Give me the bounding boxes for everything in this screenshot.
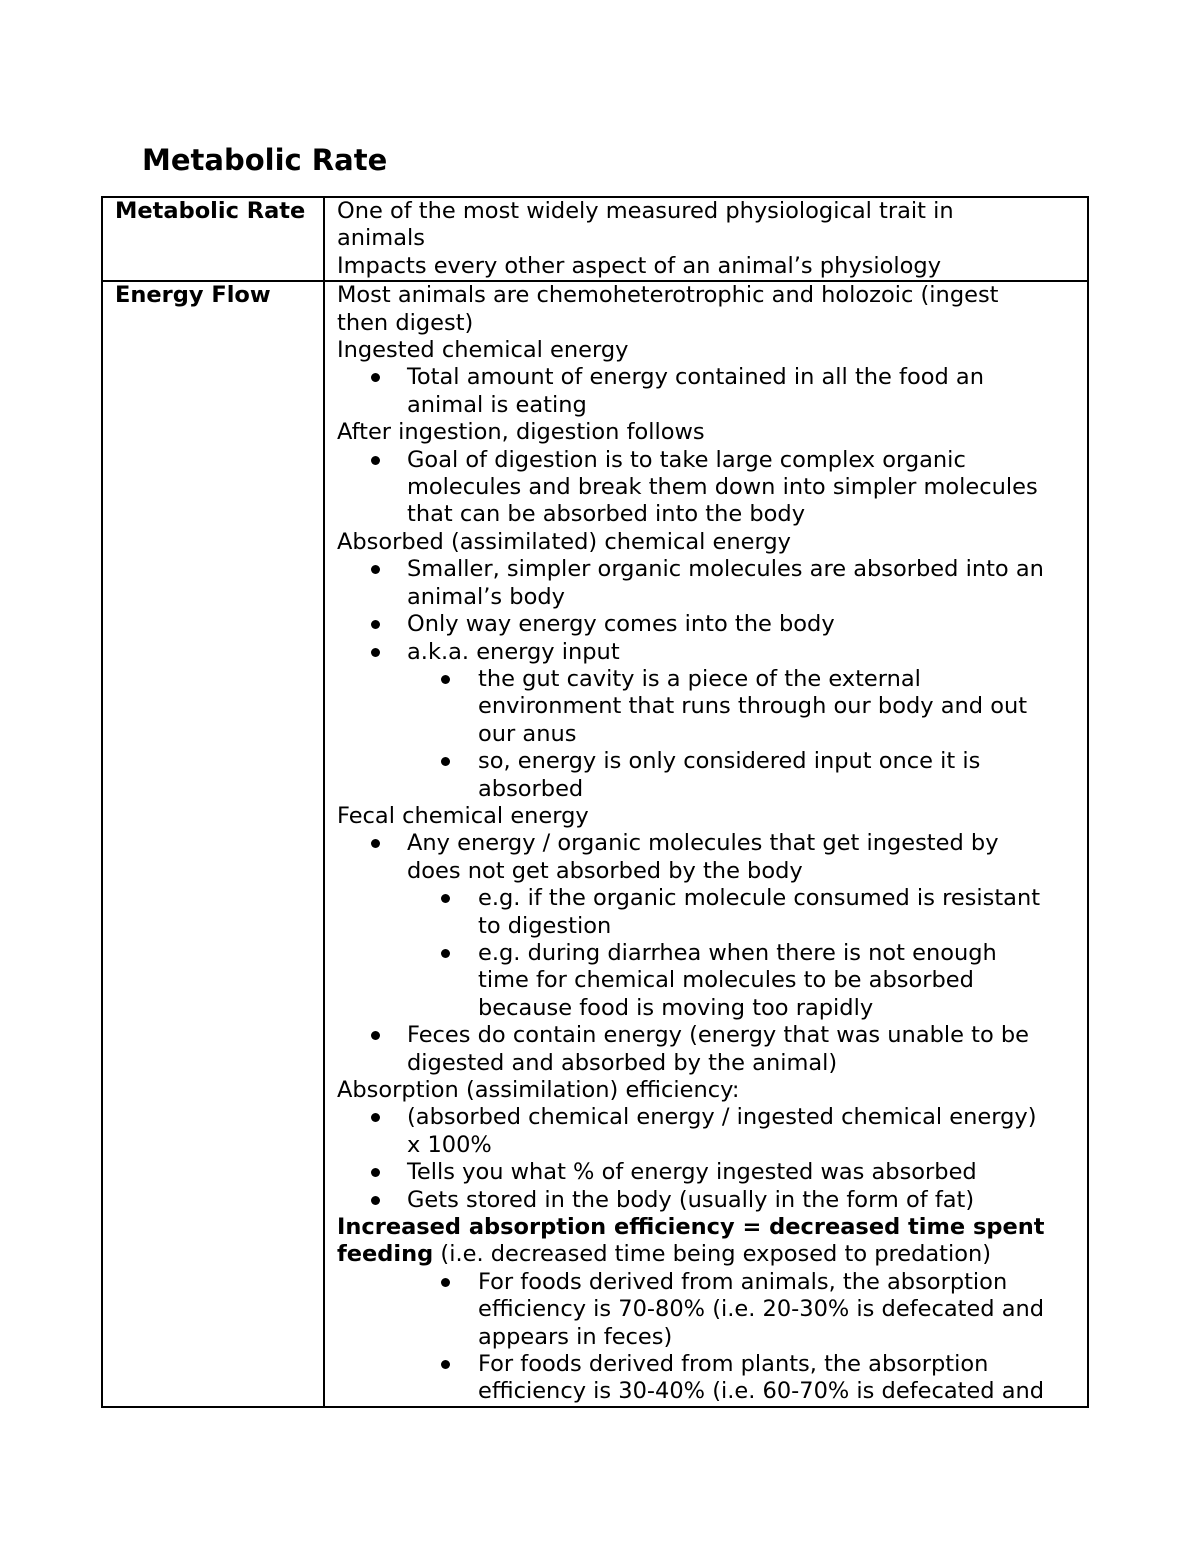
bullet-text: For foods derived from plants, the absorption: [478, 1351, 989, 1378]
section-heading: Absorbed (assimilated) chemical energy: [337, 528, 791, 555]
bullet-continuation: that can be absorbed into the body: [407, 501, 806, 528]
table-row: [102, 197, 1088, 281]
bullet-icon: [371, 373, 380, 382]
bullet-text: For foods derived from animals, the absorption: [478, 1268, 1008, 1295]
section-heading: Ingested chemical energy: [337, 337, 629, 364]
bullet-icon: [371, 565, 380, 574]
bullet-text: a.k.a. energy input: [407, 638, 620, 665]
bullet-icon: [441, 949, 450, 958]
bullet-icon: [371, 648, 380, 657]
bullet-item: [337, 1159, 1077, 1186]
bullet-item: [337, 1104, 1077, 1131]
section-heading: Absorption (assimilation) efficiency:: [337, 1077, 740, 1103]
bullet-item: [337, 364, 1077, 391]
bullet-item: [337, 556, 1077, 583]
bullet-icon: [371, 1113, 380, 1122]
bullet-continuation: digested and absorbed by the animal): [407, 1049, 838, 1076]
term-cell: Energy Flow: [102, 281, 324, 1407]
bullet-text: Goal of digestion is to take large complex organic: [407, 446, 966, 473]
bullet-text: the gut cavity is a piece of the external: [478, 665, 921, 692]
bullet-item: [337, 1187, 1077, 1214]
text-line: then digest): [337, 309, 474, 336]
bullet-icon: [441, 1278, 450, 1287]
bullet-continuation: because food is moving too rapidly: [478, 994, 874, 1021]
definition-cell: [324, 281, 1088, 1407]
bold-text: feeding: [337, 1241, 434, 1268]
bullet-continuation: efficiency is 30-40% (i.e. 60-70% is defecated and: [478, 1378, 1045, 1405]
bullet-continuation: environment that runs through our body and out: [478, 693, 1028, 720]
bullet-text: so, energy is only considered input once it is: [478, 748, 981, 775]
bullet-text: Any energy / organic molecules that get ingested by: [407, 830, 999, 857]
bullet-text: Tells you what % of energy ingested was absorbed: [407, 1159, 977, 1186]
notes-table: [101, 196, 1089, 1408]
bullet-text: Feces do contain energy (energy that was unable to be: [407, 1022, 1030, 1049]
bullet-icon: [371, 1168, 380, 1177]
table-row: [102, 281, 1088, 1407]
bullet-item: [337, 1022, 1077, 1049]
bold-statement: Increased absorption efficiency = decreased time spent: [337, 1214, 1045, 1241]
bullet-continuation: absorbed: [478, 775, 584, 802]
bullet-continuation: time for chemical molecules to be absorbed: [478, 967, 974, 994]
bullet-icon: [441, 675, 450, 684]
bullet-text: Total amount of energy contained in all the food an: [407, 364, 984, 391]
bullet-icon: [441, 894, 450, 903]
bullet-continuation: appears in feces): [478, 1323, 673, 1350]
bullet-item: [337, 639, 1077, 666]
sub-bullet-item: [337, 940, 1077, 967]
bullet-item: [337, 830, 1077, 857]
bullet-text: Smaller, simpler organic molecules are absorbed into an: [407, 556, 1044, 583]
bullet-continuation: animal is eating: [407, 391, 587, 418]
bullet-continuation: animal’s body: [407, 583, 565, 610]
bullet-text: Gets stored in the body (usually in the form of fat): [407, 1186, 975, 1213]
text-line: animals: [337, 225, 425, 252]
page-title: Metabolic Rate: [142, 143, 388, 177]
bullet-text: (absorbed chemical energy / ingested chemical energy): [407, 1104, 1037, 1131]
plain-text: (i.e. decreased time being exposed to predation): [433, 1241, 992, 1268]
bullet-item: [337, 447, 1077, 474]
bullet-icon: [371, 456, 380, 465]
bullet-continuation: does not get absorbed by the body: [407, 857, 803, 884]
bullet-icon: [371, 839, 380, 848]
text-line: Most animals are chemoheterotrophic and holozoic (ingest: [337, 282, 999, 309]
bullet-continuation: to digestion: [478, 912, 612, 939]
bullet-icon: [371, 1031, 380, 1040]
section-heading: After ingestion, digestion follows: [337, 419, 705, 446]
sub-bullet-item: [337, 748, 1077, 775]
term-cell: Metabolic Rate: [102, 197, 324, 281]
text-line: [337, 1241, 1077, 1268]
section-heading: Fecal chemical energy: [337, 802, 589, 829]
bullet-continuation: x 100%: [407, 1131, 492, 1158]
bullet-icon: [441, 1360, 450, 1369]
definition-cell: [324, 197, 1088, 281]
bullet-icon: [441, 757, 450, 766]
bullet-text: e.g. during diarrhea when there is not enough: [478, 939, 997, 966]
sub-bullet-item: [337, 1351, 1077, 1378]
bullet-item: [337, 611, 1077, 638]
bullet-icon: [371, 1196, 380, 1205]
bullet-continuation: molecules and break them down into simpler molecules: [407, 474, 1038, 501]
bullet-icon: [371, 620, 380, 629]
sub-bullet-item: [337, 666, 1077, 693]
bullet-text: Only way energy comes into the body: [407, 611, 835, 638]
sub-bullet-item: [337, 1269, 1077, 1296]
bullet-continuation: efficiency is 70-80% (i.e. 20-30% is defecated and: [478, 1296, 1045, 1323]
bullet-text: e.g. if the organic molecule consumed is resistant: [478, 885, 1041, 912]
text-line: One of the most widely measured physiological trait in: [337, 198, 954, 224]
bullet-continuation: our anus: [478, 720, 577, 747]
text-line: Impacts every other aspect of an animal’s physiology: [337, 252, 942, 279]
sub-bullet-item: [337, 885, 1077, 912]
